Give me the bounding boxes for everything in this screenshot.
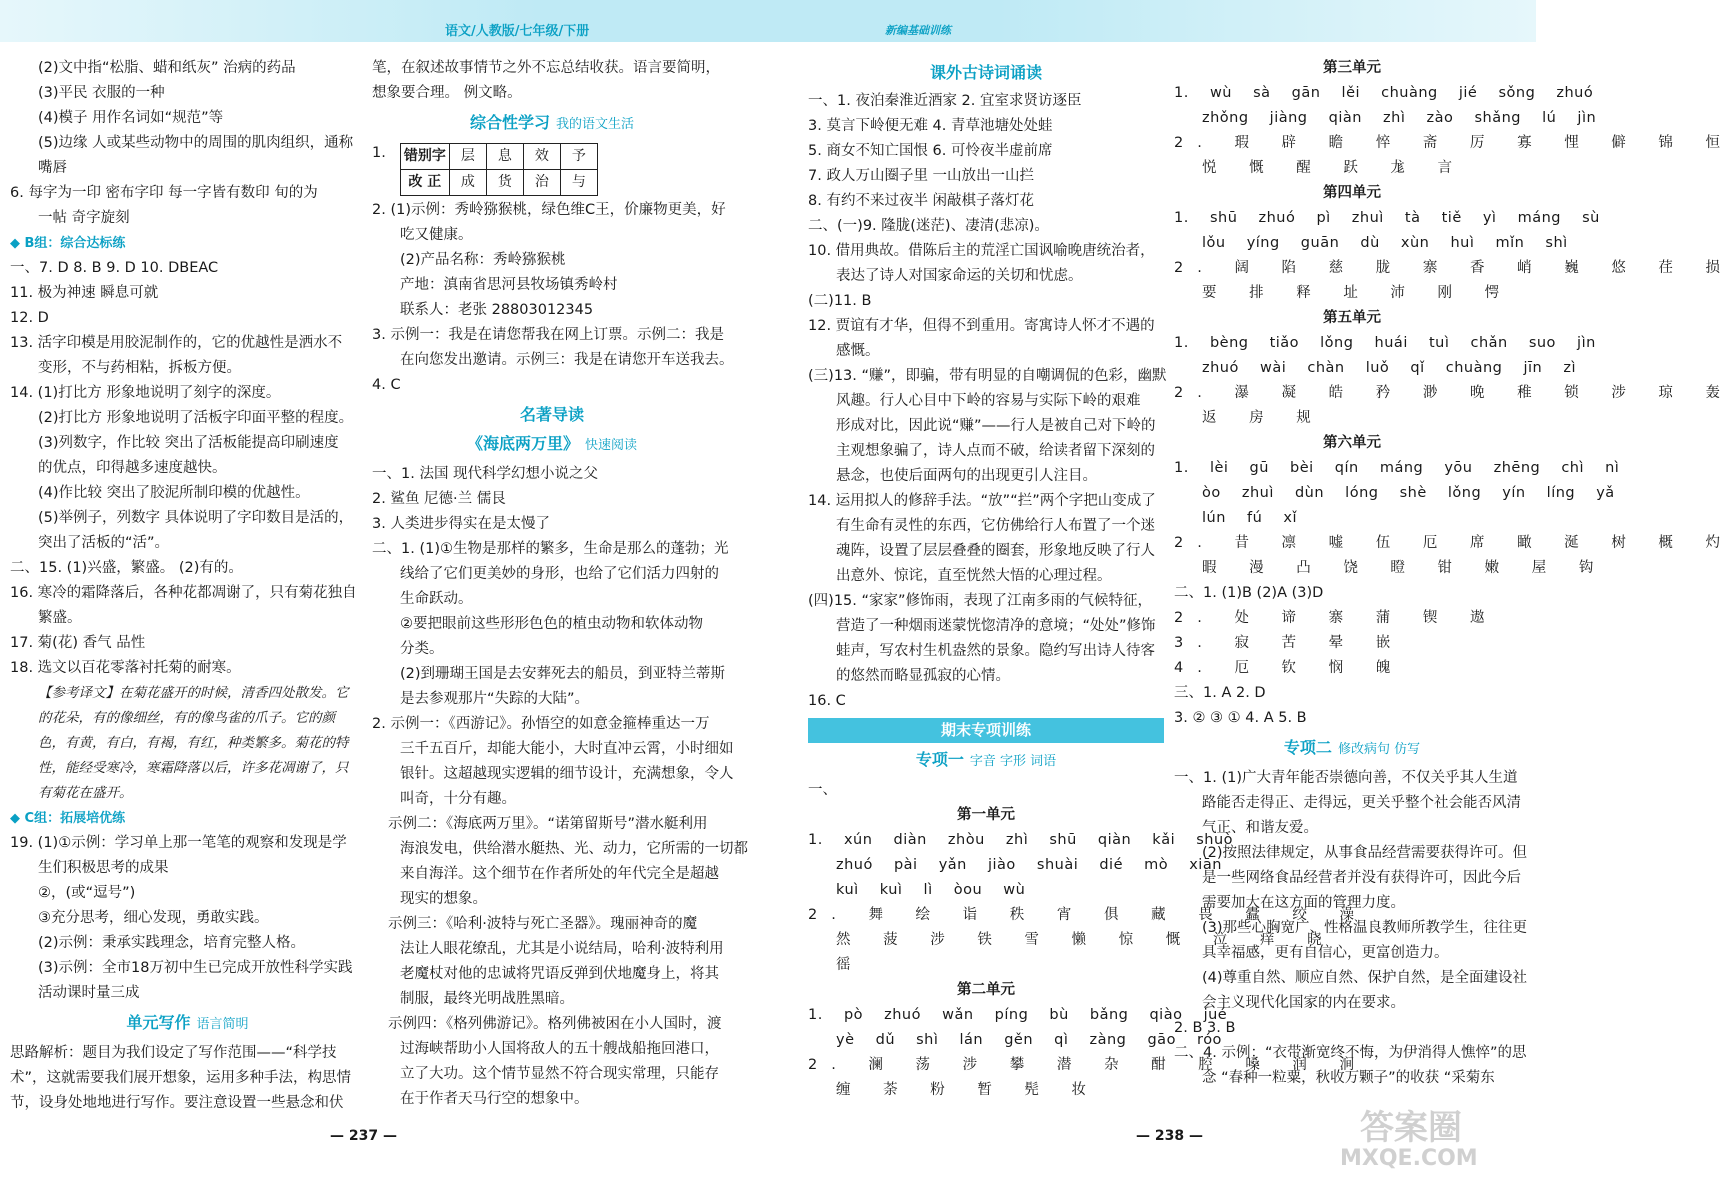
watermark-logo: 答案圈 bbox=[1360, 1108, 1462, 1148]
answer-line: lǒu yíng guān dù xùn huì mǐn shì bbox=[1202, 235, 1568, 251]
answer-line: 的悠然而略显孤寂的心情。 bbox=[836, 668, 1010, 684]
answer-line: 3. 人类进步得实在是太慢了 bbox=[372, 516, 550, 532]
answer-line: 1. lèi gū bèi qín máng yōu zhēng chì nì bbox=[1174, 460, 1620, 476]
answer-line: 三千五百斤，却能大能小，大时直冲云霄，小时细如 bbox=[400, 741, 734, 757]
section-heading-comprehensive-main: 综合性学习 bbox=[469, 113, 550, 132]
answer-line: 节，设身处地地进行写作。要注意设置一些悬念和伏 bbox=[10, 1095, 344, 1111]
table-header-cell: 改 正 bbox=[400, 170, 449, 196]
answer-line: (2)到珊瑚王国是去安葬死去的船员，到亚特兰蒂斯 bbox=[400, 666, 726, 682]
answer-line: 2. 示例一：《西游记》。孙悟空的如意金箍棒重达一万 bbox=[372, 716, 710, 732]
answer-line: 徭 bbox=[836, 957, 865, 973]
table-cell: 息 bbox=[486, 144, 523, 170]
answer-line: 生们积极思考的成果 bbox=[38, 860, 169, 876]
answer-line: 1. pò zhuó wǎn píng bù bǎng qiào jué bbox=[808, 1007, 1228, 1023]
column-4 bbox=[1174, 56, 1734, 1091]
section-heading-book bbox=[372, 431, 732, 458]
answer-line: (3)平民 衣服的一种 bbox=[38, 85, 165, 101]
answer-line: 法让人眼花缭乱，尤其是小说结局，哈利·波特利用 bbox=[400, 941, 724, 957]
answer-line: 一、1. 夜泊秦淮近酒家 2. 宜室求贤访逐臣 bbox=[808, 93, 1082, 109]
table-cell: 效 bbox=[523, 144, 560, 170]
answer-line: (二)11. B bbox=[808, 293, 872, 309]
correction-table-block bbox=[372, 141, 732, 198]
answer-line: (2)按照法律规定，从事食品经营需要获得许可。但 bbox=[1202, 845, 1528, 861]
answer-line: 联系人：老张 28803012345 bbox=[400, 302, 594, 318]
answer-line: 悬念，也使后面两句的出现更引人注目。 bbox=[836, 468, 1097, 484]
answer-line: 暇 漫 凸 饶 瞪 钳 嫩 屋 钩 bbox=[1202, 560, 1608, 576]
answer-line: 14. 运用拟人的修辞手法。“放”“拦”两个字把山变成了 bbox=[808, 493, 1156, 509]
answer-line: 主观想象骗了，诗人点而不破，给读者留下深刻的 bbox=[836, 443, 1155, 459]
section-heading-special-1-sub: 字音 字形 词语 bbox=[969, 754, 1057, 769]
answer-line: 4. C bbox=[372, 377, 401, 393]
section-heading-comprehensive bbox=[372, 110, 732, 137]
answer-line: 12. 贾谊有才华，但得不到重用。寄寓诗人怀才不遇的 bbox=[808, 318, 1155, 334]
answer-line: 然 菠 涉 铁 雪 懒 惊 慨 泣 痒 晓 bbox=[836, 932, 1336, 948]
answer-line: 老魔杖对他的忠诚将咒语反弹到伏地魔身上，将其 bbox=[400, 966, 719, 982]
answer-line: 现实的想象。 bbox=[400, 891, 487, 907]
answer-line: (2)产品名称：秀岭猕猴桃 bbox=[400, 252, 566, 268]
answer-line: ③充分思考，细心发现，勇敢实践。 bbox=[38, 910, 269, 926]
answer-line: 产地：滇南省思河县牧场镇秀岭村 bbox=[400, 277, 618, 293]
table-header-cell: 错别字 bbox=[400, 144, 449, 170]
answer-line: 2. B 3. B bbox=[1174, 1020, 1236, 1036]
answer-line: 生命跃动。 bbox=[400, 591, 473, 607]
answer-line: 在向您发出邀请。示例三：我是在请您开车送我去。 bbox=[400, 352, 734, 368]
answer-line: 有生命有灵性的东西，它仿佛给行人布置了一个迷 bbox=[836, 518, 1155, 534]
answer-line: zhuó wài chàn luǒ qǐ chuàng jīn zì bbox=[1202, 360, 1576, 376]
answer-line: 2. 鲨鱼 尼德·兰 儒艮 bbox=[372, 491, 506, 507]
answer-line: 1. wù sà gān lěi chuàng jié sǒng zhuó bbox=[1174, 85, 1594, 101]
section-heading-writing bbox=[10, 1010, 365, 1037]
section-heading-special-1 bbox=[808, 747, 1164, 774]
answer-line: 感慨。 bbox=[836, 343, 880, 359]
answer-line: 变形，不与药相粘，拆板方便。 bbox=[38, 360, 241, 376]
answer-line: (5)边缘 人或某些动物中的周围的肌肉组织，通称 bbox=[38, 135, 354, 151]
answer-line: 吃又健康。 bbox=[400, 227, 473, 243]
answer-line: kuì kuì lì òou wù bbox=[836, 882, 1026, 898]
section-heading-book-main: 《海底两万里》 bbox=[466, 434, 579, 453]
answer-line: 路能否走得正、走得远，更关乎整个社会能否风清 bbox=[1202, 795, 1521, 811]
answer-line: 1. shū zhuó pì zhuì tà tiě yì máng sù bbox=[1174, 210, 1600, 226]
answer-line: 第五单元 bbox=[1323, 310, 1381, 326]
answer-line: 5. 商女不知亡国恨 6. 可怜夜半虚前席 bbox=[808, 143, 1053, 159]
answer-line: 海浪发电，供给潜水艇热、光、动力，它所需的一切都 bbox=[400, 841, 748, 857]
answer-line: 笔，在叙述故事情节之外不忘总结收获。语言要简明， bbox=[372, 60, 720, 76]
header-title: 语文/人教版/七年级/下册 bbox=[445, 24, 590, 39]
section-heading-poetry: 课外古诗词诵读 bbox=[929, 63, 1042, 82]
answer-line: 思路解析：题目为我们设定了写作范围——“科学技 bbox=[10, 1045, 337, 1061]
answer-line: 表达了诗人对国家命运的关切和忧虑。 bbox=[836, 268, 1083, 284]
table-cell: 予 bbox=[560, 144, 597, 170]
answer-line: 2. 昔 凛 嘘 伍 厄 席 瞰 涎 树 概 灼 bbox=[1174, 535, 1734, 551]
answer-line: ②，(或“逗号”) bbox=[38, 885, 136, 901]
answer-line: 一、 bbox=[808, 782, 837, 798]
answer-line: 2. 澜 荡 涉 攀 潜 杂 酣 腔 嗓 润 涧 bbox=[808, 1057, 1369, 1073]
table-cell: 货 bbox=[486, 170, 523, 196]
answer-line: 银针。这超越现实逻辑的细节设计，充满想象，令人 bbox=[400, 766, 734, 782]
answer-line: (4)模子 用作名词如“规范”等 bbox=[38, 110, 224, 126]
answer-line: 是去参观那片“失踪的大陆”。 bbox=[400, 691, 590, 707]
answer-line: 过海峡帮助小人国将敌人的五十艘战船拖回港口， bbox=[400, 1041, 719, 1057]
answer-line: 13. 活字印模是用胶泥制作的，它的优越性是洒水不 bbox=[10, 335, 343, 351]
answer-line: (3)那些心胸宽广、性格温良教师所教学生，往往更 bbox=[1202, 920, 1528, 936]
answer-line: 活动课时量三成 bbox=[38, 985, 140, 1001]
answer-line: 念 “春种一粒粟，秋收万颗子”的收获 “采菊东 bbox=[1202, 1070, 1495, 1086]
answer-line: òo zhuì dùn lóng shè lǒng yín líng yǎ bbox=[1202, 485, 1615, 501]
column-2 bbox=[372, 56, 748, 1112]
answer-line: zhuó pài yǎn jiào shuài dié mò xiān bbox=[836, 857, 1222, 873]
answer-line: (4)作比较 突出了胶泥所制印模的优越性。 bbox=[38, 485, 310, 501]
section-heading-book-sub: 快速阅读 bbox=[585, 438, 638, 453]
page-number-right: — 238 — bbox=[1136, 1128, 1203, 1144]
answer-line: 16. 寒冷的霜降落后，各种花都凋谢了，只有菊花独自 bbox=[10, 585, 357, 601]
section-heading-special-2-sub: 修改病句 仿写 bbox=[1337, 742, 1421, 757]
answer-line: 二、15. (1)兴盛，繁盛。 (2)有的。 bbox=[10, 560, 243, 576]
answer-line: ◆ B组：综合达标练 bbox=[10, 236, 126, 251]
answer-line: 分类。 bbox=[400, 641, 444, 657]
answer-line: yè dǔ shì lán gěn qì zàng gāo róo bbox=[836, 1032, 1222, 1048]
watermark-url: MXQE.COM bbox=[1340, 1146, 1478, 1171]
answer-line: 突出了活板的“活”。 bbox=[38, 535, 170, 551]
section-heading-classics: 名著导读 bbox=[519, 405, 584, 424]
answer-line: 2. 阔 陷 慈 胧 寨 香 峭 巍 悠 荏 损 bbox=[1174, 260, 1734, 276]
answer-line: 想象要合理。 例文略。 bbox=[372, 85, 522, 101]
answer-line: 2. 处 谛 寨 蒲 锲 遨 bbox=[1174, 610, 1499, 626]
answer-line: ②要把眼前这些形形色色的植虫动物和软体动物 bbox=[400, 616, 703, 632]
section-heading-writing-sub: 语言简明 bbox=[196, 1017, 249, 1032]
answer-line: 繁盛。 bbox=[38, 610, 82, 626]
answer-line: 6. 每字为一印 密布字印 每一字皆有数印 旬的为 bbox=[10, 185, 318, 201]
answer-line: 1. xún diàn zhòu zhì shū qiàn kǎi shuò bbox=[808, 832, 1234, 848]
section-heading-comprehensive-sub: 我的语文生活 bbox=[556, 117, 635, 132]
answer-line: 气正、和谐友爱。 bbox=[1202, 820, 1318, 836]
section-bar-final: 期末专项训练 bbox=[808, 718, 1164, 743]
answer-line: 风趣。行人心目中下岭的容易与实际下岭的艰难 bbox=[836, 393, 1141, 409]
answer-line: 蛙声，写农村生机盎然的景象。隐约写出诗人待客 bbox=[836, 643, 1155, 659]
section-heading-special-1-main: 专项一 bbox=[915, 750, 964, 769]
answer-line: 【参考译文】在菊花盛开的时候，清香四处散发。它 bbox=[38, 685, 349, 701]
answer-line: 魂阵，设置了层层叠叠的圈套，形象地反映了行人 bbox=[836, 543, 1155, 559]
answer-line: 色，有黄，有白，有褐，有红，种类繁多。菊花的特 bbox=[38, 735, 349, 751]
page-number-left: — 237 — bbox=[330, 1128, 397, 1144]
answer-line: 示例四：《格列佛游记》。格列佛被困在小人国时，渡 bbox=[388, 1016, 722, 1032]
answer-line: lún fú xǐ bbox=[1202, 510, 1298, 526]
answer-line: (4)尊重自然、顺应自然、保护自然，是全面建设社 bbox=[1202, 970, 1528, 986]
answer-line: 3. 寂 苦 晕 嵌 bbox=[1174, 635, 1405, 651]
correction-table bbox=[400, 143, 598, 196]
question-number: 1. bbox=[372, 145, 386, 161]
answer-line: 17. 菊(花) 香气 品性 bbox=[10, 635, 146, 651]
answer-line: 第六单元 bbox=[1323, 435, 1381, 451]
answer-line: (2)文中指“松脂、蜡和纸灰” 治病的药品 bbox=[38, 60, 296, 76]
answer-line: (三)13. “赚”，即骗，带有明显的自嘲调侃的色彩，幽默 bbox=[808, 368, 1167, 384]
answer-line: 返 房 规 bbox=[1202, 410, 1325, 426]
answer-line: 18. 选文以百花零落衬托菊的耐寒。 bbox=[10, 660, 241, 676]
answer-line: (2)打比方 形象地说明了活板字印面平整的程度。 bbox=[38, 410, 354, 426]
answer-line: 会主义现代化国家的内在要求。 bbox=[1202, 995, 1405, 1011]
answer-line: 在于作者天马行空的想象中。 bbox=[400, 1091, 589, 1107]
answer-line: 来自海洋。这个细节在作者所处的年代完全是超越 bbox=[400, 866, 719, 882]
answer-line: 性，能经受寒冷，寒霜降落以后，许多花凋谢了，只 bbox=[38, 760, 349, 776]
header-brand: 新编基础训练 bbox=[885, 24, 951, 37]
answer-line: (3)列数字，作比较 突出了活板能提高印刷速度 bbox=[38, 435, 339, 451]
answer-line: 形成对比，因此说“赚”——行人是被自己对下岭的 bbox=[836, 418, 1156, 434]
answer-line: 示例二：《海底两万里》。“诺第留斯号”潜水艇利用 bbox=[388, 816, 708, 832]
answer-line: 示例三：《哈利·波特与死亡圣器》。瑰丽神奇的魔 bbox=[388, 916, 698, 932]
section-heading-special-2-main: 专项二 bbox=[1283, 738, 1332, 757]
answer-line: 需要加大在这方面的管理力度。 bbox=[1202, 895, 1405, 911]
answer-line: ◆ C组：拓展培优练 bbox=[10, 811, 126, 826]
answer-line: 16. C bbox=[808, 693, 846, 709]
answer-line: 的花朵，有的像细丝，有的像鸟雀的爪子。它的颜 bbox=[38, 710, 335, 726]
table-cell: 成 bbox=[449, 170, 486, 196]
answer-line: 2. 舞 绘 诣 秩 宵 俱 藏 畏 蠹 绞 澡 bbox=[808, 907, 1369, 923]
answer-line: 一、1. 法国 现代科学幻想小说之父 bbox=[372, 466, 599, 482]
answer-line: 第一单元 bbox=[957, 807, 1015, 823]
answer-line: 11. 极为神速 瞬息可就 bbox=[10, 285, 159, 301]
answer-line: (5)举例子，列数字 具体说明了字印数目是活的， bbox=[38, 510, 354, 526]
answer-line: 1. bèng tiǎo lǒng huái tuì chǎn suo jìn bbox=[1174, 335, 1596, 351]
answer-line: 一、7. D 8. B 9. D 10. DBEAC bbox=[10, 260, 219, 276]
answer-line: 2. 瑕 辟 瞻 悴 斋 厉 寡 悝 僻 锦 恒 bbox=[1174, 135, 1734, 151]
table-cell: 层 bbox=[449, 144, 486, 170]
answer-line: 二、1. (1)①生物是那样的繁多，生命是那么的蓬勃；光 bbox=[372, 541, 729, 557]
answer-line: (3)示例：全市18万初中生已完成开放性科学实践 bbox=[38, 960, 353, 976]
table-cell: 治 bbox=[523, 170, 560, 196]
answer-line: 悦 慨 醒 跃 尨 言 bbox=[1202, 160, 1467, 176]
answer-line: 2. 瀑 凝 皓 矜 渺 晚 稚 锁 涉 琼 轰 bbox=[1174, 385, 1734, 401]
answer-line: 嘴唇 bbox=[38, 160, 67, 176]
answer-line: 3. 莫言下岭便无难 4. 青草池塘处处蛙 bbox=[808, 118, 1053, 134]
section-heading-special-2 bbox=[1174, 735, 1530, 762]
answer-line: 19. (1)①示例：学习单上那一笔笔的观察和发现是学 bbox=[10, 835, 347, 851]
answer-line: 二、4. 示例：“衣带渐宽终不悔，为伊消得人憔悴”的思 bbox=[1174, 1045, 1527, 1061]
answer-line: 一帖 奇字旋刻 bbox=[38, 210, 130, 226]
answer-line: 是一些网络食品经营者并没有获得许可，因此今后 bbox=[1202, 870, 1521, 886]
answer-line: 14. (1)打比方 形象地说明了刻字的深度。 bbox=[10, 385, 281, 401]
answer-line: 术”，这就需要我们展开想象，运用多种手法，构思情 bbox=[10, 1070, 352, 1086]
answer-line: 三、1. A 2. D bbox=[1174, 685, 1266, 701]
table-cell: 与 bbox=[560, 170, 597, 196]
answer-line: zhǒng jiàng qiàn zhì zào shǎng lú jìn bbox=[1202, 110, 1597, 126]
answer-line: 2. (1)示例：秀岭猕猴桃，绿色维C王，价廉物更美，好 bbox=[372, 202, 726, 218]
answer-line: 3. ② ③ ① 4. A 5. B bbox=[1174, 710, 1307, 726]
answer-line: 缠 荼 粉 暂 髡 妆 bbox=[836, 1082, 1101, 1098]
answer-line: 10. 借用典故。借陈后主的荒淫亡国讽喻晚唐统治者， bbox=[808, 243, 1155, 259]
answer-line: 3. 示例一：我是在请您帮我在网上订票。示例二：我是 bbox=[372, 327, 724, 343]
answer-line: 第四单元 bbox=[1323, 185, 1381, 201]
answer-line: 一、1. (1)广大青年能否崇德向善，不仅关乎其人生道 bbox=[1174, 770, 1518, 786]
answer-line: (2)示例：秉承实践理念，培育完整人格。 bbox=[38, 935, 306, 951]
answer-line: 的优点，印得越多速度越快。 bbox=[38, 460, 227, 476]
answer-line: 第三单元 bbox=[1323, 60, 1381, 76]
answer-line: 要 排 释 址 沛 刚 愕 bbox=[1202, 285, 1514, 301]
column-1 bbox=[10, 56, 365, 1116]
page-header-band bbox=[0, 0, 1536, 42]
answer-line: 有菊花在盛开。 bbox=[38, 785, 133, 801]
answer-line: 叫奇，十分有趣。 bbox=[400, 791, 516, 807]
answer-line: 二、1. (1)B (2)A (3)D bbox=[1174, 585, 1324, 601]
answer-line: (四)15. “家家”修饰雨，表现了江南多雨的气候特征， bbox=[808, 593, 1153, 609]
answer-line: 4. 厄 钦 悯 魄 bbox=[1174, 660, 1405, 676]
answer-line: 立了大功。这个情节显然不符合现实常理，只能存 bbox=[400, 1066, 719, 1082]
answer-line: 线给了它们更美妙的身形，也给了它们活力四射的 bbox=[400, 566, 719, 582]
answer-line: 出意外、惊诧，直至恍然大悟的心理过程。 bbox=[836, 568, 1112, 584]
answer-line: 12. D bbox=[10, 310, 49, 326]
answer-line: 制服，最终光明战胜黑暗。 bbox=[400, 991, 574, 1007]
answer-line: 8. 有约不来过夜半 闲敲棋子落灯花 bbox=[808, 193, 1035, 209]
answer-line: 7. 政人万山圈子里 一山放出一山拦 bbox=[808, 168, 1035, 184]
answer-line: 营造了一种烟雨迷蒙恍惚清净的意境；“处处”修饰 bbox=[836, 618, 1156, 634]
answer-line: 具幸福感，更有自信心，更富创造力。 bbox=[1202, 945, 1449, 961]
answer-line: 二、(一)9. 隆胧(迷茫)、凄清(悲凉)。 bbox=[808, 218, 1049, 234]
section-heading-writing-main: 单元写作 bbox=[126, 1013, 191, 1032]
answer-line: 第二单元 bbox=[957, 982, 1015, 998]
